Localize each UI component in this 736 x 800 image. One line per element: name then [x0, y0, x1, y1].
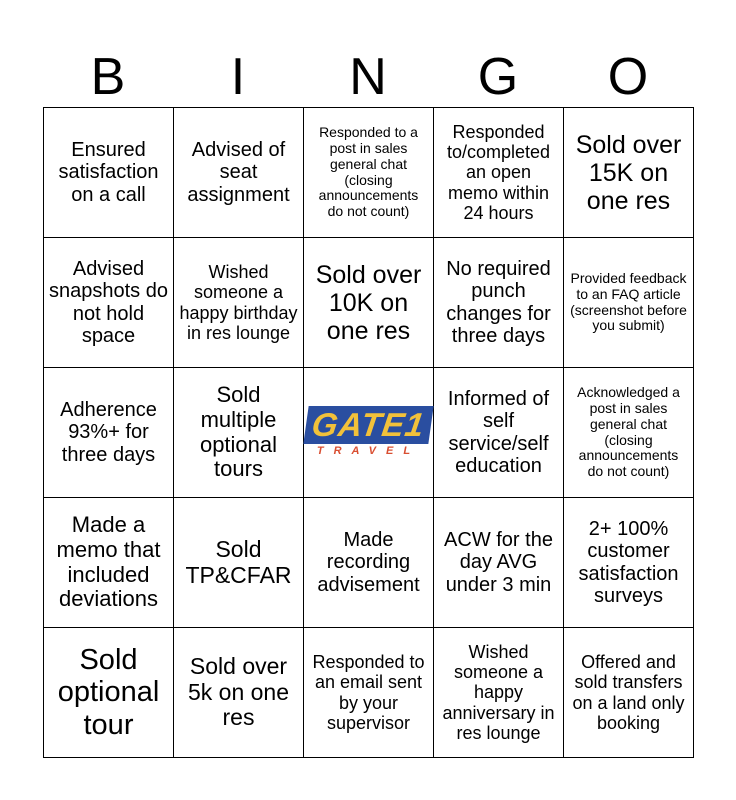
bingo-cell[interactable]: Advised of seat assignment — [174, 108, 304, 238]
bingo-cell[interactable]: Offered and sold transfers on a land only booking — [564, 628, 694, 758]
bingo-cell[interactable]: No required punch changes for three days — [434, 238, 564, 368]
bingo-header — [43, 48, 693, 106]
bingo-card — [43, 107, 694, 758]
bingo-cell[interactable]: Sold over 15K on one res — [564, 108, 694, 238]
bingo-cell[interactable]: Wished someone a happy birthday in res lounge — [174, 238, 304, 368]
header-letter-g: G — [477, 48, 519, 106]
bingo-cell[interactable]: 2+ 100% customer satisfaction surveys — [564, 498, 694, 628]
header-letter-b: B — [90, 48, 126, 106]
bingo-cell[interactable]: Advised snapshots do not hold space — [44, 238, 174, 368]
bingo-cell[interactable]: ACW for the day AVG under 3 min — [434, 498, 564, 628]
bingo-cell[interactable]: Sold optional tour — [44, 628, 174, 758]
bingo-row — [44, 368, 694, 498]
bingo-cell[interactable]: Responded to a post in sales general chat (closing announcements do not count) — [304, 108, 434, 238]
bingo-row — [44, 108, 694, 238]
logo-subtitle: TRAVEL — [316, 445, 421, 458]
bingo-cell[interactable]: Provided feedback to an FAQ article (screenshot before you submit) — [564, 238, 694, 368]
free-space-cell[interactable] — [304, 368, 434, 498]
bingo-cell[interactable]: Ensured satisfaction on a call — [44, 108, 174, 238]
bingo-cell[interactable]: Wished someone a happy anniversary in res lounge — [434, 628, 564, 758]
bingo-cell[interactable]: Responded to/completed an open memo within 24 hours — [434, 108, 564, 238]
bingo-cell[interactable]: Adherence 93%+ for three days — [44, 368, 174, 498]
bingo-cell[interactable]: Sold over 5k on one res — [174, 628, 304, 758]
bingo-row — [44, 238, 694, 368]
bingo-row — [44, 628, 694, 758]
bingo-cell[interactable]: Made recording advisement — [304, 498, 434, 628]
header-letter-o: O — [607, 48, 649, 106]
bingo-cell[interactable]: Acknowledged a post in sales general chat (closing announcements do not count) — [564, 368, 694, 498]
gate1-travel-logo — [306, 406, 431, 457]
bingo-cell[interactable]: Sold over 10K on one res — [304, 238, 434, 368]
bingo-cell[interactable]: Responded to an email sent by your supervisor — [304, 628, 434, 758]
header-letter-n: N — [349, 48, 387, 106]
bingo-row — [44, 498, 694, 628]
logo-word: GATE1 — [304, 406, 434, 444]
header-letter-i: I — [230, 48, 246, 106]
bingo-cell[interactable]: Made a memo that included deviations — [44, 498, 174, 628]
bingo-cell[interactable]: Informed of self service/self education — [434, 368, 564, 498]
bingo-cell[interactable]: Sold TP&CFAR — [174, 498, 304, 628]
bingo-cell[interactable]: Sold multiple optional tours — [174, 368, 304, 498]
